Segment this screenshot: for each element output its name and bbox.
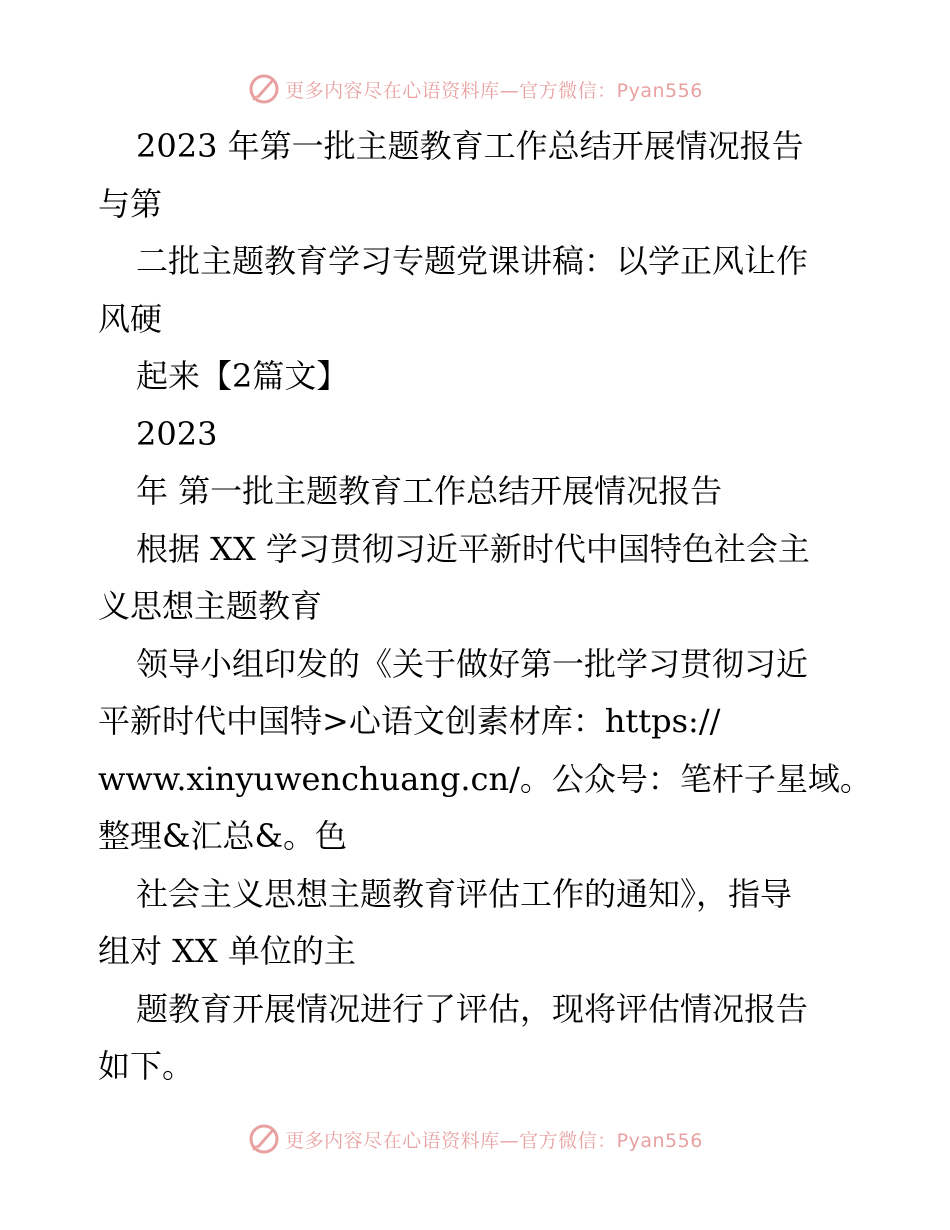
text-line: 题教育开展情况进行了评估，现将评估情况报告 (136, 989, 809, 1028)
header-watermark-text: 更多内容尽在心语资料库—官方微信：Pyan556 (285, 79, 703, 102)
text-line: 平新时代中国特>心语文创素材库：https:// (98, 702, 721, 740)
document-body (98, 118, 872, 1096)
text-line: 起来【2篇文】 (136, 357, 349, 395)
text-line: 2023 (136, 414, 218, 453)
text-line: 整理&汇总&。色 (98, 817, 347, 855)
text-line: 2023 年第一批主题教育工作总结开展情况报告 (136, 127, 804, 165)
text-line: 领导小组印发的《关于做好第一批学习贯彻习近 (136, 644, 809, 683)
text-line: 根据 XX 学习贯彻习近平新时代中国特色社会主 (136, 529, 810, 568)
footer-watermark-banner (0, 1122, 950, 1156)
text-line: 年 第一批主题教育工作总结开展情况报告 (136, 472, 723, 510)
header-watermark-banner (0, 72, 950, 106)
footer-watermark-text: 更多内容尽在心语资料库—官方微信：Pyan556 (285, 1129, 703, 1152)
text-line: 与第 (98, 184, 163, 223)
quill-pen-circle-icon (247, 72, 281, 106)
text-line: 如下。 (98, 1047, 195, 1085)
text-line: www.xinyuwenchuang.cn/。公众号：笔杆子星域。 (98, 759, 872, 798)
quill-pen-circle-icon (247, 1122, 281, 1156)
text-line: 二批主题教育学习专题党课讲稿：以学正风让作 (136, 242, 809, 280)
text-line: 风硬 (98, 299, 163, 338)
text-line: 义思想主题教育 (98, 587, 323, 625)
text-line: 社会主义思想主题教育评估工作的通知》，指导 (136, 874, 793, 913)
text-line: 组对 XX 单位的主 (98, 932, 356, 970)
